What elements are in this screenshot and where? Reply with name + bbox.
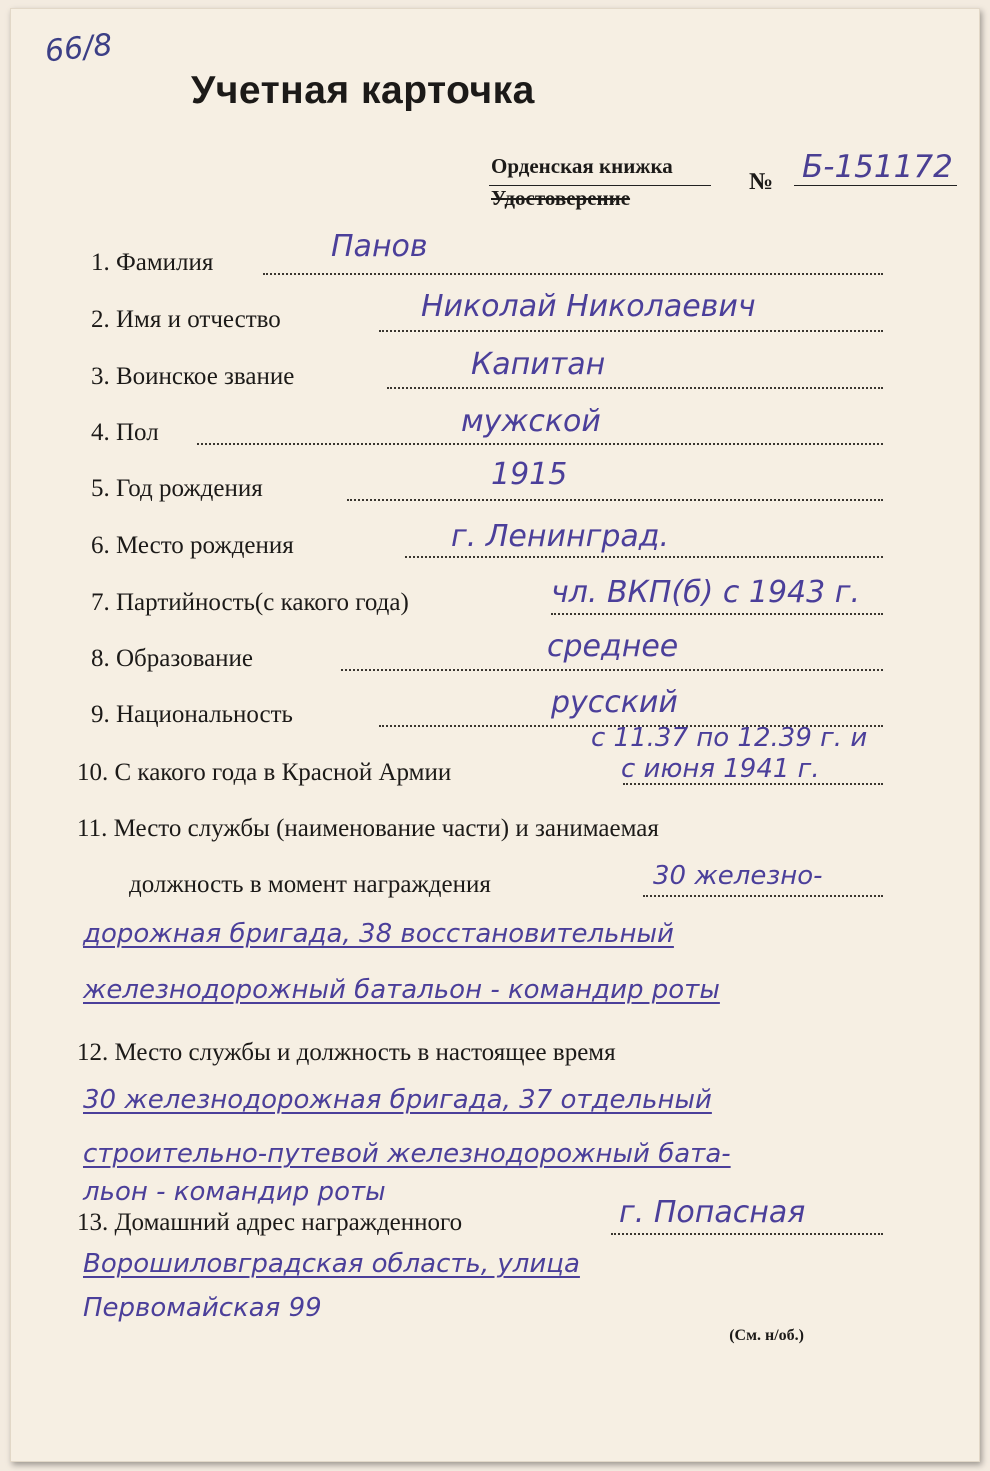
field-name-label: 2. Имя и отчество xyxy=(91,306,281,333)
field-home-address-value-line3: Первомайская 99 xyxy=(83,1293,322,1323)
see-reverse-note: (См. н/об.) xyxy=(729,1327,804,1344)
field-service-at-award-label-line1: 11. Место службы (наименование части) и занимаемая xyxy=(77,815,659,842)
field-birth-year-label: 5. Год рождения xyxy=(91,475,263,502)
field-birth-year-line xyxy=(347,499,883,501)
field-current-service-value-line3: льон - командир роты xyxy=(83,1177,386,1207)
field-surname-label: 1. Фамилия xyxy=(91,249,214,276)
field-army-since-value-line2: с июня 1941 г. xyxy=(621,754,820,784)
field-service-at-award-value-line2: дорожная бригада, 38 восстановительный xyxy=(83,919,674,949)
field-service-at-award-line1 xyxy=(643,895,883,897)
field-current-service-value-line2: строительно-путевой железнодорожный бата- xyxy=(83,1139,731,1169)
field-rank-label: 3. Воинское звание xyxy=(91,363,295,390)
field-rank-value: Капитан xyxy=(471,347,606,382)
doc-type-certificate-struck: Удостоверение xyxy=(491,186,631,210)
field-name-value: Николай Николаевич xyxy=(421,289,756,324)
field-nationality-label: 9. Национальность xyxy=(91,701,293,728)
field-education-value: среднее xyxy=(547,629,679,664)
field-service-at-award-value-line1: 30 железно- xyxy=(653,861,823,891)
field-home-address-line1 xyxy=(611,1233,883,1235)
field-surname-line xyxy=(263,273,883,275)
award-record-card xyxy=(10,8,980,1462)
doc-type-order-book: Орденская книжка xyxy=(491,154,673,178)
field-birthplace-label: 6. Место рождения xyxy=(91,532,294,559)
field-birth-year-value: 1915 xyxy=(491,457,568,492)
field-army-since-value-line1: с 11.37 по 12.39 г. и xyxy=(591,723,868,753)
field-education-label: 8. Образование xyxy=(91,645,254,672)
field-surname-value: Панов xyxy=(331,229,428,264)
number-sign: № xyxy=(749,169,774,195)
field-party-value: чл. ВКП(б) с 1943 г. xyxy=(551,575,861,610)
field-home-address-label: 13. Домашний адрес награжденного xyxy=(77,1209,463,1236)
field-current-service-value-line1: 30 железнодорожная бригада, 37 отдельный xyxy=(83,1085,712,1115)
card-title: Учетная карточка xyxy=(191,69,535,112)
field-sex-label: 4. Пол xyxy=(91,419,159,446)
field-current-service-label: 12. Место службы и должность в настоящее время xyxy=(77,1039,616,1066)
field-sex-value: мужской xyxy=(461,404,601,439)
field-army-since-label: 10. С какого года в Красной Армии xyxy=(77,759,452,786)
field-rank-line xyxy=(387,387,883,389)
field-service-at-award-label-line2: должность в момент награждения xyxy=(129,871,491,898)
field-education-line xyxy=(341,669,883,671)
corner-note: 66/8 xyxy=(43,27,115,70)
field-nationality-value: русский xyxy=(551,685,678,720)
field-sex-line xyxy=(197,443,883,445)
field-name-line xyxy=(379,330,883,332)
field-home-address-value-line1: г. Попасная xyxy=(619,1195,806,1230)
field-birthplace-value: г. Ленинград. xyxy=(451,519,670,554)
field-home-address-value-line2: Ворошиловградская область, улица xyxy=(83,1249,580,1279)
field-service-at-award-value-line3: железнодорожный батальон - командир роты xyxy=(83,975,720,1005)
field-birthplace-line xyxy=(405,556,883,558)
field-party-label: 7. Партийность(с какого года) xyxy=(91,589,409,616)
order-book-number: Б-151172 xyxy=(794,149,957,186)
field-party-line xyxy=(551,613,883,615)
